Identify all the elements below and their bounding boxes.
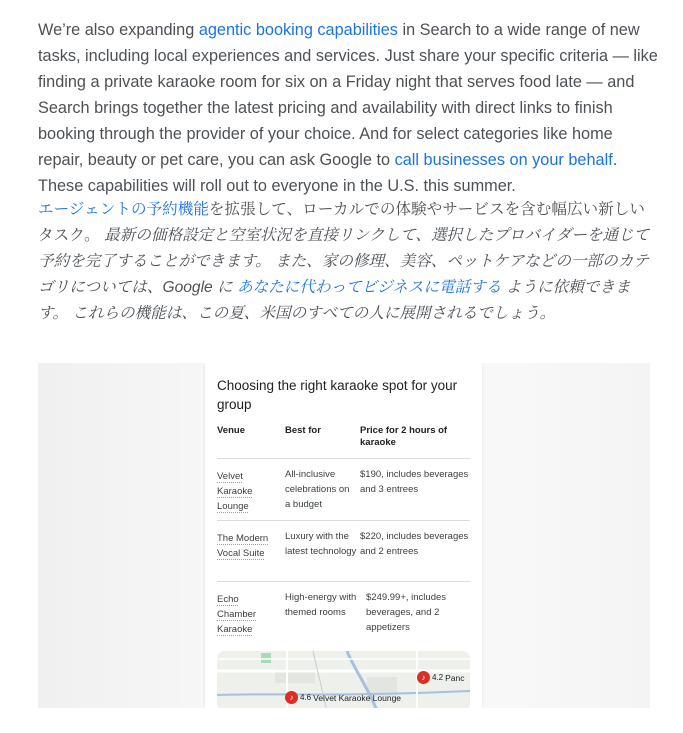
pin-rating: 4.6: [300, 693, 312, 702]
ja-text-2: 最新の価格設定と空室状況を直接リンクして、選択したプロバイダーを通じて予約を完了することができます。 また、家の修理、美容、ペットケアなどの一部のカテゴリについては、Google に: [38, 227, 650, 296]
pin-label: Panc: [445, 672, 465, 683]
pin-label: Velvet Karaoke Lounge: [313, 692, 402, 703]
pin-rating: 4.2: [432, 673, 444, 682]
call-businesses-link-ja[interactable]: あなたに代わってビジネスに電話する: [236, 279, 502, 296]
map-pin-velvet[interactable]: [285, 691, 401, 704]
table-row: [217, 582, 470, 647]
price-cell: $190, includes beverages and 3 entrees: [360, 469, 469, 495]
agent-booking-link-ja[interactable]: エージェントの予約機能: [38, 201, 209, 218]
text-after: . These capabilities will roll out to everyone in the U.S. this summer.: [38, 151, 618, 195]
map-pin-icon: ♪: [417, 671, 430, 684]
hero-image: [38, 363, 650, 708]
map-pin-icon: ♪: [285, 691, 298, 704]
price-cell: $249.99+, includes beverages, and 2 appetizers: [366, 592, 447, 633]
text-middle: in Search to a wide range of new tasks, including local experiences and services. Just share your specific criteria — like finding a private karaoke room for six on a Friday night that serves food late — and Search brings together the latest pricing and availability with direct links to finish booking through the provider of your choice. And for select categories like home repair, beauty or pet care, you can ask Google to: [38, 21, 658, 169]
price-cell: $220, includes beverages and 2 entrees: [360, 531, 469, 557]
venue-link[interactable]: Echo Chamber Karaoke: [217, 594, 257, 635]
best-for-cell: All-inclusive celebrations on a budget: [285, 469, 350, 510]
table-header: [217, 423, 470, 459]
call-businesses-link[interactable]: call businesses on your behalf: [394, 151, 613, 169]
table-row: [217, 521, 470, 582]
header-venue: Venue: [217, 425, 245, 436]
header-best-for: Best for: [285, 425, 321, 436]
map-pin-pancake[interactable]: [417, 671, 465, 684]
text-before-link: We’re also expanding: [38, 21, 199, 39]
japanese-paragraph: [38, 197, 652, 327]
ja-text-1: を拡張して、ローカルでの体験やサービスを含む幅広い新しいタスク。: [38, 201, 645, 244]
comparison-table: [217, 423, 470, 647]
ja-text-3: ように依頼できます。 これらの機能は、この夏、米国のすべての人に展開されるでしょう。: [38, 279, 631, 322]
english-paragraph: [38, 17, 658, 199]
table-row: [217, 459, 470, 521]
karaoke-comparison-card: [205, 363, 482, 708]
best-for-cell: Luxury with the latest technology: [285, 531, 357, 557]
best-for-cell: High-energy with themed rooms: [285, 592, 357, 618]
agentic-booking-link[interactable]: agentic booking capabilities: [198, 21, 398, 39]
header-price: Price for 2 hours of karaoke: [360, 425, 448, 448]
card-title: Choosing the right karaoke spot for your group: [217, 378, 458, 412]
map-preview[interactable]: [217, 651, 470, 708]
venue-link[interactable]: The Modern Vocal Suite: [217, 533, 269, 559]
venue-link[interactable]: Velvet Karaoke Lounge: [217, 471, 253, 512]
